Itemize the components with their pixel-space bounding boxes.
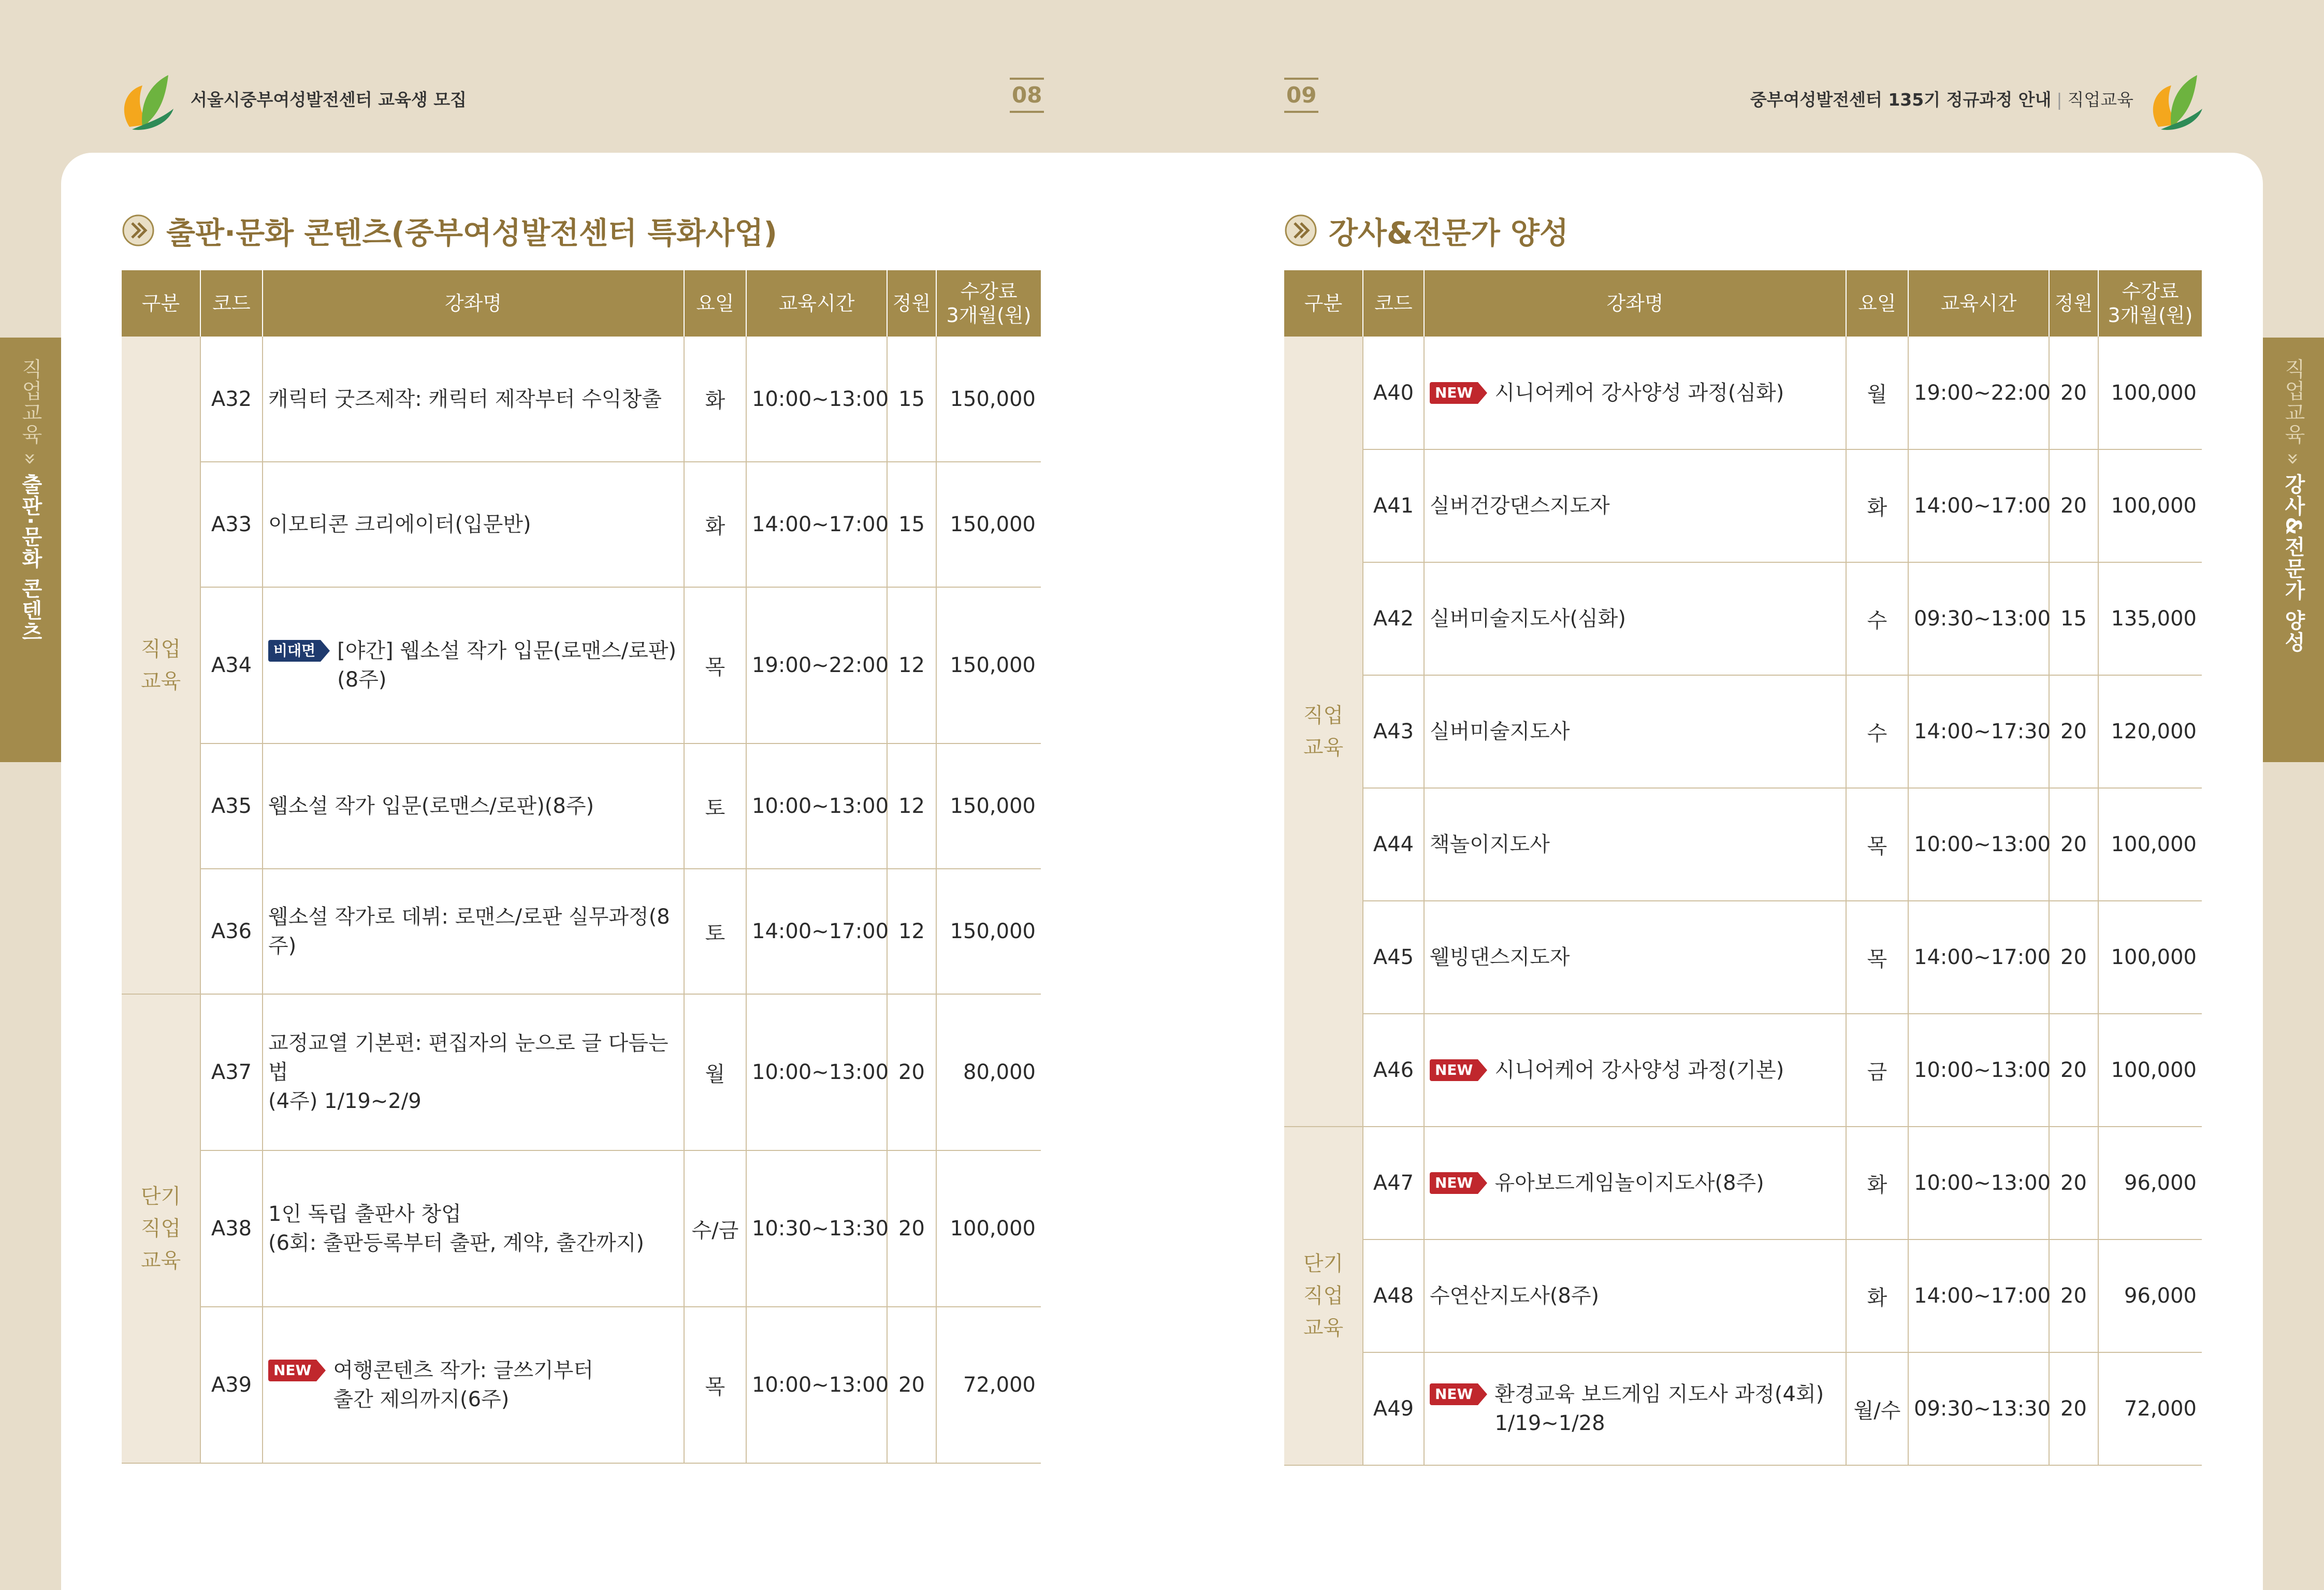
double-chevron-icon xyxy=(1284,214,1317,247)
table-row xyxy=(1284,337,2202,449)
course-name-wrap xyxy=(1430,1056,1840,1085)
course-time: 10:30~13:30 xyxy=(746,1150,887,1307)
course-day: 목 xyxy=(1846,901,1908,1014)
course-day: 화 xyxy=(1846,1239,1908,1352)
table-row xyxy=(122,337,1041,462)
course-name xyxy=(263,462,684,587)
course-name-wrap xyxy=(1430,491,1840,520)
leaf-logo-icon xyxy=(119,65,176,132)
page-number-right: 09 xyxy=(1284,78,1318,113)
table-row xyxy=(122,743,1041,869)
course-name xyxy=(1424,1352,1846,1465)
course-name-text xyxy=(333,1356,593,1414)
course-fee: 100,000 xyxy=(2098,901,2202,1014)
table-row xyxy=(122,869,1041,994)
course-name xyxy=(263,1307,684,1463)
col-capacity: 정원 xyxy=(2049,270,2098,337)
course-fee: 150,000 xyxy=(936,587,1041,743)
category-label: 교육 xyxy=(140,669,181,693)
course-time: 14:00~17:30 xyxy=(1908,675,2049,788)
course-name-wrap xyxy=(1430,717,1840,746)
course-capacity: 20 xyxy=(2049,788,2098,901)
badge-text: NEW xyxy=(1430,382,1478,404)
course-name-line1: 1인 독립 출판사 창업 xyxy=(268,1202,461,1226)
table-row xyxy=(122,462,1041,587)
course-time: 14:00~17:00 xyxy=(1908,1239,2049,1352)
table-header-row xyxy=(122,270,1041,337)
course-code: A40 xyxy=(1363,337,1424,449)
col-fee-line2: 3개월(원) xyxy=(2108,304,2193,327)
category-label: 직업 xyxy=(1303,1284,1344,1308)
course-time: 14:00~17:00 xyxy=(1908,449,2049,562)
table-row xyxy=(1284,449,2202,562)
category-label: 직업 xyxy=(140,637,181,661)
new-badge xyxy=(1430,1059,1487,1081)
course-name-line1: 실버미술지도사(심화) xyxy=(1430,607,1626,631)
course-name-line2: 1/19~1/28 xyxy=(1494,1411,1605,1435)
col-fee xyxy=(936,270,1041,337)
course-name-line1: 환경교육 보드게임 지도사 과정(4회) xyxy=(1494,1382,1824,1406)
course-name-wrap xyxy=(268,792,678,821)
course-day: 금 xyxy=(1846,1014,1908,1127)
course-day: 화 xyxy=(684,337,746,462)
course-code: A43 xyxy=(1363,675,1424,788)
course-name-text xyxy=(1430,830,1550,859)
course-name-line1: 웹소설 작가로 데뷔: 로맨스/로판 실무과정(8주) xyxy=(268,905,670,958)
badge-text: 비대면 xyxy=(268,640,321,662)
col-course-name: 강좌명 xyxy=(263,270,684,337)
course-name-text xyxy=(1430,943,1570,972)
course-day: 화 xyxy=(1846,449,1908,562)
course-name-wrap xyxy=(1430,1380,1840,1438)
course-name-line1: 웰빙댄스지도자 xyxy=(1430,945,1570,969)
course-table-left xyxy=(122,270,1041,1464)
course-name-line2: (6회: 출판등록부터 출판, 계약, 출간까지) xyxy=(268,1231,645,1255)
course-name-line1: 이모티콘 크리에이터(입문반) xyxy=(268,513,531,536)
course-code: A37 xyxy=(200,994,263,1150)
course-day: 토 xyxy=(684,743,746,869)
category-label: 직업 xyxy=(1303,703,1344,727)
course-capacity: 15 xyxy=(2049,562,2098,675)
course-code: A36 xyxy=(200,869,263,994)
col-capacity: 정원 xyxy=(887,270,936,337)
course-name-line1: 유아보드게임놀이지도사(8주) xyxy=(1494,1171,1764,1195)
course-name-wrap xyxy=(268,510,678,539)
course-name-text xyxy=(268,902,678,960)
course-name xyxy=(1424,1014,1846,1127)
leaf-logo-icon xyxy=(2148,65,2205,132)
badge-arrow-icon xyxy=(1478,1383,1487,1405)
course-name-line2: (8주) xyxy=(337,668,387,692)
course-day: 월 xyxy=(684,994,746,1150)
header-right-title xyxy=(1750,86,2133,111)
course-fee: 100,000 xyxy=(2098,337,2202,449)
table-row xyxy=(1284,901,2202,1014)
category-cell xyxy=(1284,337,1363,1127)
category-cell xyxy=(1284,1127,1363,1465)
course-time: 19:00~22:00 xyxy=(746,587,887,743)
course-table-right xyxy=(1284,270,2202,1466)
course-name xyxy=(1424,1127,1846,1239)
course-name-line2: 출간 제의까지(6주) xyxy=(333,1388,510,1411)
course-capacity: 12 xyxy=(887,743,936,869)
course-name xyxy=(1424,449,1846,562)
course-name-text xyxy=(268,1029,678,1116)
badge-arrow-icon xyxy=(321,640,330,662)
course-capacity: 20 xyxy=(2049,675,2098,788)
course-time: 14:00~17:00 xyxy=(1908,901,2049,1014)
category-label: 교육 xyxy=(1303,735,1344,760)
nonface-badge xyxy=(268,640,330,662)
course-name-line1: 책놀이지도사 xyxy=(1430,833,1550,856)
course-capacity: 20 xyxy=(2049,1127,2098,1239)
table-row xyxy=(122,1307,1041,1463)
course-code: A45 xyxy=(1363,901,1424,1014)
table-row xyxy=(1284,562,2202,675)
category-label: 교육 xyxy=(140,1249,181,1273)
course-capacity: 20 xyxy=(2049,1239,2098,1352)
course-fee: 72,000 xyxy=(936,1307,1041,1463)
course-fee: 100,000 xyxy=(936,1150,1041,1307)
course-name xyxy=(263,1150,684,1307)
course-name-wrap xyxy=(268,1356,678,1414)
badge-arrow-icon xyxy=(1478,1172,1487,1194)
course-name-text xyxy=(337,636,676,694)
badge-text: NEW xyxy=(1430,1383,1478,1405)
new-badge xyxy=(1430,1383,1487,1405)
course-code: A35 xyxy=(200,743,263,869)
course-time: 09:30~13:00 xyxy=(1908,562,2049,675)
course-capacity: 20 xyxy=(887,1150,936,1307)
course-day: 수/금 xyxy=(684,1150,746,1307)
course-name-wrap xyxy=(268,902,678,960)
course-name xyxy=(263,869,684,994)
course-fee: 72,000 xyxy=(2098,1352,2202,1465)
col-day: 요일 xyxy=(1846,270,1908,337)
double-chevron-icon xyxy=(122,214,155,247)
course-name-text xyxy=(1430,604,1626,633)
category-cell xyxy=(122,337,200,994)
course-day: 월/수 xyxy=(1846,1352,1908,1465)
header-right-sub: 직업교육 xyxy=(2067,89,2133,110)
course-name-wrap xyxy=(1430,830,1840,859)
new-badge xyxy=(1430,1172,1487,1194)
table-row xyxy=(1284,1239,2202,1352)
course-fee: 150,000 xyxy=(936,462,1041,587)
course-name-text xyxy=(268,385,662,414)
course-name-line1: 여행콘텐츠 작가: 글쓰기부터 xyxy=(333,1359,594,1382)
side-tab-left xyxy=(0,338,61,762)
course-code: A32 xyxy=(200,337,263,462)
course-name-text xyxy=(268,510,531,539)
course-name xyxy=(263,587,684,743)
table-row xyxy=(122,1150,1041,1307)
col-course-name: 강좌명 xyxy=(1424,270,1846,337)
course-name-line1: 시니어케어 강사양성 과정(기본) xyxy=(1494,1058,1784,1082)
col-category: 구분 xyxy=(1284,270,1363,337)
badge-arrow-icon xyxy=(316,1360,326,1381)
course-name-wrap xyxy=(268,1029,678,1116)
header-left xyxy=(119,65,467,132)
course-name-line2: (4주) 1/19~2/9 xyxy=(268,1089,422,1113)
course-time: 10:00~13:00 xyxy=(746,994,887,1150)
col-code: 코드 xyxy=(200,270,263,337)
course-fee: 120,000 xyxy=(2098,675,2202,788)
course-name-wrap xyxy=(268,1200,678,1258)
course-day: 목 xyxy=(1846,788,1908,901)
course-name-line1: 실버미술지도사 xyxy=(1430,720,1570,743)
side-tab-section: 강사&전문가 양성 xyxy=(2281,473,2305,653)
col-time: 교육시간 xyxy=(1908,270,2049,337)
col-time: 교육시간 xyxy=(746,270,887,337)
course-time: 10:00~13:00 xyxy=(1908,1014,2049,1127)
col-fee-line2: 3개월(원) xyxy=(946,304,1032,327)
course-time: 10:00~13:00 xyxy=(1908,788,2049,901)
header-right xyxy=(1750,65,2205,132)
course-name-line1: 시니어케어 강사양성 과정(심화) xyxy=(1494,381,1784,405)
course-day: 토 xyxy=(684,869,746,994)
chevron-icon: » xyxy=(18,453,42,466)
course-fee: 96,000 xyxy=(2098,1127,2202,1239)
course-time: 19:00~22:00 xyxy=(1908,337,2049,449)
side-tab-category: 직업교육 xyxy=(2281,358,2305,445)
chevron-icon: » xyxy=(2281,453,2305,466)
course-day: 화 xyxy=(1846,1127,1908,1239)
section-title-text: 출판·문화 콘텐츠(중부여성발전센터 특화사업) xyxy=(166,215,777,251)
badge-text: NEW xyxy=(1430,1172,1478,1194)
table-row xyxy=(1284,788,2202,901)
category-label: 직업 xyxy=(140,1217,181,1241)
course-name-wrap xyxy=(268,385,678,414)
course-name-text xyxy=(268,1200,644,1258)
badge-text: NEW xyxy=(1430,1059,1478,1081)
course-fee: 135,000 xyxy=(2098,562,2202,675)
course-name-text xyxy=(1430,1281,1599,1310)
course-name-wrap xyxy=(1430,604,1840,633)
col-fee-line1: 수강료 xyxy=(2122,280,2179,303)
badge-text: NEW xyxy=(268,1360,316,1381)
course-time: 14:00~17:00 xyxy=(746,869,887,994)
course-capacity: 20 xyxy=(2049,449,2098,562)
course-name-text xyxy=(1430,717,1570,746)
course-name-text xyxy=(1430,491,1610,520)
course-name-text xyxy=(1494,1169,1764,1198)
header-left-title: 서울시중부여성발전센터 교육생 모집 xyxy=(191,89,467,110)
course-day: 화 xyxy=(684,462,746,587)
table-row xyxy=(1284,675,2202,788)
course-name xyxy=(263,994,684,1150)
new-badge xyxy=(268,1360,326,1381)
course-day: 목 xyxy=(684,1307,746,1463)
course-name-line1: 교정교열 기본편: 편집자의 눈으로 글 다듬는 법 xyxy=(268,1031,669,1084)
course-day: 수 xyxy=(1846,675,1908,788)
course-name xyxy=(263,337,684,462)
page-number-left: 08 xyxy=(1010,78,1044,113)
course-code: A49 xyxy=(1363,1352,1424,1465)
course-code: A42 xyxy=(1363,562,1424,675)
course-code: A44 xyxy=(1363,788,1424,901)
section-title-right xyxy=(1284,210,1568,251)
course-name-wrap xyxy=(1430,378,1840,407)
course-time: 10:00~13:00 xyxy=(746,337,887,462)
course-code: A41 xyxy=(1363,449,1424,562)
course-name xyxy=(1424,788,1846,901)
course-name xyxy=(1424,1239,1846,1352)
table-row xyxy=(122,587,1041,743)
side-tab-section: 출판·문화 콘텐츠 xyxy=(18,473,42,643)
course-code: A46 xyxy=(1363,1014,1424,1127)
course-name xyxy=(1424,901,1846,1014)
course-code: A33 xyxy=(200,462,263,587)
side-tab-right xyxy=(2263,338,2324,762)
course-name-text xyxy=(268,792,594,821)
table-row xyxy=(1284,1352,2202,1465)
course-fee: 100,000 xyxy=(2098,449,2202,562)
table-row xyxy=(1284,1127,2202,1239)
section-title-text: 강사&전문가 양성 xyxy=(1329,215,1568,251)
category-cell xyxy=(122,994,200,1463)
course-capacity: 20 xyxy=(2049,1352,2098,1465)
course-time: 10:00~13:00 xyxy=(1908,1127,2049,1239)
course-fee: 150,000 xyxy=(936,337,1041,462)
course-capacity: 20 xyxy=(2049,901,2098,1014)
course-name xyxy=(263,743,684,869)
course-time: 09:30~13:30 xyxy=(1908,1352,2049,1465)
course-code: A38 xyxy=(200,1150,263,1307)
table-row xyxy=(122,994,1041,1150)
course-name-wrap xyxy=(1430,943,1840,972)
table-header-row xyxy=(1284,270,2202,337)
course-fee: 150,000 xyxy=(936,743,1041,869)
course-capacity: 20 xyxy=(2049,1014,2098,1127)
course-capacity: 15 xyxy=(887,462,936,587)
course-capacity: 20 xyxy=(2049,337,2098,449)
badge-arrow-icon xyxy=(1478,382,1487,404)
col-day: 요일 xyxy=(684,270,746,337)
course-name xyxy=(1424,675,1846,788)
course-fee: 96,000 xyxy=(2098,1239,2202,1352)
new-badge xyxy=(1430,382,1487,404)
course-time: 10:00~13:00 xyxy=(746,1307,887,1463)
course-capacity: 12 xyxy=(887,587,936,743)
course-name-line1: 실버건강댄스지도자 xyxy=(1430,494,1610,518)
course-fee: 100,000 xyxy=(2098,1014,2202,1127)
course-code: A47 xyxy=(1363,1127,1424,1239)
course-capacity: 12 xyxy=(887,869,936,994)
course-capacity: 15 xyxy=(887,337,936,462)
course-day: 목 xyxy=(684,587,746,743)
course-code: A39 xyxy=(200,1307,263,1463)
course-day: 월 xyxy=(1846,337,1908,449)
course-name-text xyxy=(1494,1380,1824,1438)
course-fee: 150,000 xyxy=(936,869,1041,994)
course-name-wrap xyxy=(1430,1281,1840,1310)
side-tab-category: 직업교육 xyxy=(18,358,42,445)
category-label: 교육 xyxy=(1303,1316,1344,1340)
course-code: A34 xyxy=(200,587,263,743)
col-category: 구분 xyxy=(122,270,200,337)
course-name-line1: 웹소설 작가 입문(로맨스/로판)(8주) xyxy=(268,794,594,818)
table-row xyxy=(1284,1014,2202,1127)
course-time: 10:00~13:00 xyxy=(746,743,887,869)
course-name-line1: 캐릭터 굿즈제작: 캐릭터 제작부터 수익창출 xyxy=(268,387,662,411)
header-right-sep: | xyxy=(2056,89,2062,110)
course-name-wrap xyxy=(1430,1169,1840,1198)
course-fee: 100,000 xyxy=(2098,788,2202,901)
course-code: A48 xyxy=(1363,1239,1424,1352)
category-label: 단기 xyxy=(1303,1252,1344,1276)
course-time: 14:00~17:00 xyxy=(746,462,887,587)
col-fee-line1: 수강료 xyxy=(960,280,1018,303)
course-name-line1: 수연산지도사(8주) xyxy=(1430,1284,1600,1308)
course-capacity: 20 xyxy=(887,1307,936,1463)
col-code: 코드 xyxy=(1363,270,1424,337)
course-name xyxy=(1424,562,1846,675)
course-name-wrap xyxy=(268,636,678,694)
col-fee xyxy=(2098,270,2202,337)
course-name-line1: [야간] 웹소설 작가 입문(로맨스/로판) xyxy=(337,639,677,663)
header-right-main: 중부여성발전센터 135기 정규과정 안내 xyxy=(1750,89,2052,110)
course-fee: 80,000 xyxy=(936,994,1041,1150)
section-title-left xyxy=(122,210,777,251)
course-name-text xyxy=(1494,378,1784,407)
badge-arrow-icon xyxy=(1478,1059,1487,1081)
category-label: 단기 xyxy=(140,1185,181,1208)
course-name xyxy=(1424,337,1846,449)
course-capacity: 20 xyxy=(887,994,936,1150)
course-day: 수 xyxy=(1846,562,1908,675)
course-name-text xyxy=(1494,1056,1784,1085)
